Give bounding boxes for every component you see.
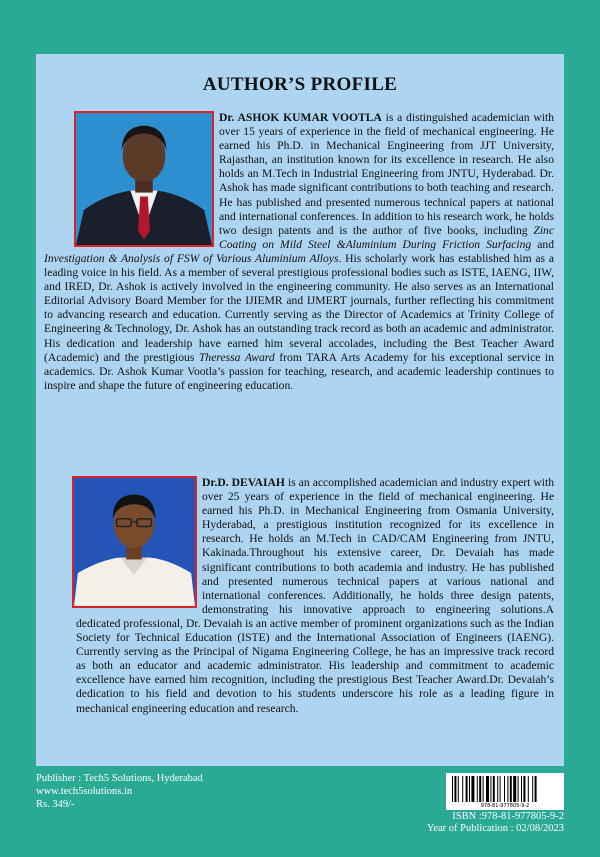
author1-name: Dr. ASHOK KUMAR VOOTLA: [219, 111, 382, 124]
barcode-number: 978-81-977805-9-2: [480, 803, 530, 809]
author2-bio: [76, 476, 554, 716]
author1-text-part3: from TARA Arts Academy for his exceptional service in academics. Dr. Ashok Kumar Vootla’s passion for teaching, research, and academic leadership continues to inspire and shape the future of engineering education.: [44, 350, 555, 392]
isbn-barcode: [446, 773, 564, 810]
author1-text-part2: . His scholarly work has established him as a leading voice in his field. As a member of several prestigious professional bodies such as ISTE, IAENG, IIW, and IRED, Dr. Ashok is actively involved in the engineering community. He also serves as an International Editorial Advisory Board Member for the IJIEMR and IJMERT journals, further reflecting his commitment to advancing research and education. Currently serving as the Director of Academics at Trinity College of Engineering & Technology, Dr. Ashok has an outstanding track record as both an academic and administrator. His dedication and leadership have earned him several accolades, including the Best Teacher Award (Academic) and the prestigious: [44, 251, 554, 364]
author1-book-title-1: Zinc Coating on Mild Steel &Aluminium During Friction Surfacing: [219, 223, 554, 251]
isbn-label: ISBN :978-81-977805-9-2: [452, 811, 564, 822]
author1-text-part1: is a distinguished academician with over 15 years of experience in the field of mechanical engineering. He earned his Ph.D. in Mechanical Engineering from JJT University, Rajasthan, an institution known for its excellence in research. He also holds an M.Tech in Industrial Engineering from JNTU, Hyderabad. Dr. Ashok has made significant contributions to both teaching and research. He has published and presented numerous technical papers at national and international conferences. In addition to his research work, he holds two design patents and is the author of five books, including: [219, 111, 554, 237]
publication-year: Year of Publication : 02/08/2023: [426, 823, 564, 834]
author1-bio: [44, 111, 554, 393]
profile-panel: [36, 54, 564, 766]
author2-photo: [72, 476, 197, 608]
author2-name: Dr.D. DEVAIAH: [202, 476, 285, 489]
publisher-info: [36, 772, 203, 811]
page-title: AUTHOR’S PROFILE: [202, 74, 398, 95]
book-price: Rs. 349/-: [36, 799, 75, 810]
author1-award-name: Theressa Award: [198, 350, 275, 364]
author2-text: is an accomplished academician and industry expert with over 25 years of experience in the field of mechanical engineering. He earned his Ph.D. in Mechanical Engineering from Osmania University, Hyderabad, a prestigious institution recognized for its excellence in research. He holds an M.Tech in CAD/CAM Engineering from JNTU, Kakinada.Throughout his extensive career, Dr. Devaiah has made significant contributions to both academia and industry. He has published and presented numerous technical papers at various national and international conferences. Additionally, he holds three design patents, demonstrating his innovative approach to engineering solutions.A dedicated professional, Dr. Devaiah is an active member of prominent organizations such as the Indian Society for Technical Education (ISTE) and the International Association of Engineers (IAENG). Currently serving as the Principal of Nigama Engineering College, he has an impressive track record as both an educator and academic administrator. His leadership and commitment to academic excellence have earned him recognition, including the prestigious Best Teacher Award.Dr. Devaiah’s dedication to his field and devotion to his students underscore his role as a leading figure in mechanical engineering education and research.: [76, 476, 555, 715]
author1-text-and: and: [531, 237, 554, 251]
publisher-name: Publisher : Tech5 Solutions, Hyderabad: [36, 773, 203, 784]
publisher-website: www.tech5solutions.in: [36, 786, 133, 797]
author1-book-title-2: Investigation & Analysis of FSW of Various Aluminium Alloys: [44, 251, 339, 265]
author1-photo: [74, 111, 214, 247]
